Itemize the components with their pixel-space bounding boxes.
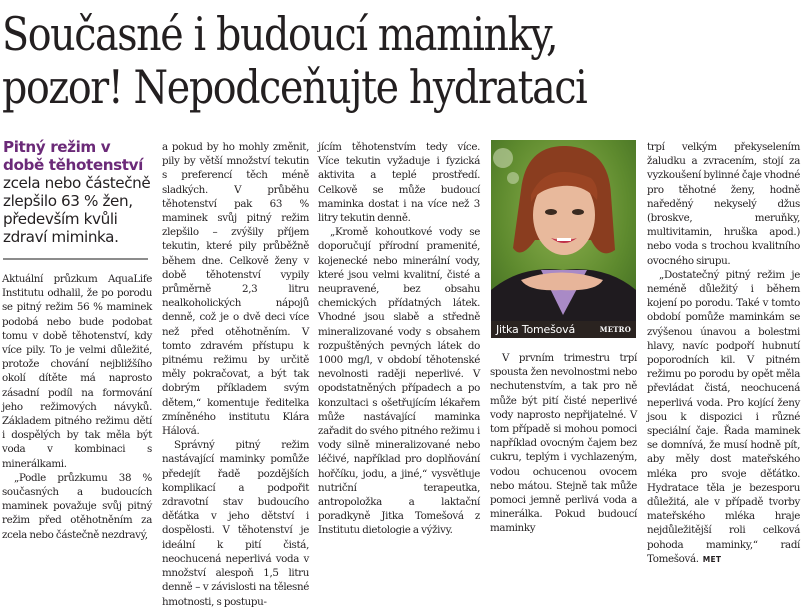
- paragraph: Správný pitný režim nastávající maminky pomůže předejít řadě pozdějších komplikací a podpořit zdravotní stav budoucího děťátka v jeho dětství i dospělosti. V těhotenství je ideální k pití čistá, neochucená neperlivá voda v množství alespoň 1,5 litru denně – v závislosti na tělesné hmotnosti, s postupu-: [162, 439, 309, 608]
- article-column-5: [647, 140, 800, 567]
- paragraph: jícím těhotenstvím tedy více. Více tekutin vyžaduje i fyzická aktivita a teplé prostředí. Celkově se může budoucí maminka dostat i na více než 3 litry tekutin denně.: [318, 141, 480, 225]
- photo-caption: [491, 321, 636, 338]
- paragraph-closing: [647, 268, 800, 567]
- headline: [2, 8, 690, 114]
- headline-line-1: Současné i budoucí maminky,: [2, 7, 558, 61]
- lead-accent: Pitný režim v době těhotenství: [3, 138, 143, 174]
- caption-source: METRO: [599, 325, 631, 334]
- lead-text: zcela nebo částečně zlepšilo 63 % žen, především kvůli zdraví miminka.: [3, 174, 151, 246]
- paragraph: trpí velkým překyselením žaludku a zvracením, stojí za vyzkoušení bylinné čaje vhodné pro těhotné ženy, hodně naředěný nekyselý džus (broskve, meruňky, multivitamin, hruška apod.) nebo voda s trochou kvalitního ovocného sirupu.: [647, 141, 800, 267]
- paragraph: „Kromě kohoutkové vody se doporučují přírodní pramenité, kojenecké nebo minerální vody, které jsou velmi kvalitní, čisté a neupravené, bez obsahu chemických přídatných látek. Vhodné jsou slabě a středně mineralizované vody s obsahem rozpuštěných pevných látek do 1000 mg/l, v období těhotenské nevolnosti raději neperlivé. V opodstatněných případech a po konzultaci s ošetřujícím lékařem může nastávající maminka zařadit do svého pitného režimu i vody silně mineralizované nebo léčivé, například pro doplňování hořčíku, jodu, a jiné,“ vysvětluje nutriční terapeutka, antropoložka a laktační poradkyně Jitka Tomešová z Institutu dietologie a výživy.: [318, 226, 480, 537]
- article-column-3: [318, 140, 480, 538]
- headline-line-2: pozor! Nepodceňujte hydrataci: [2, 60, 587, 114]
- portrait-photo: [491, 140, 636, 338]
- paragraph: „Dostatečný pitný režim je neméně důležitý i během kojení po porodu. Také v tomto období pomůže maminkám se zvýšenou únavou a bolestmi hlavy, navíc podpoří hubnutí poporodních kil. V pitném režimu po porodu by opět měla převládat čistá, neochucená neperlivá voda. Pro kojící ženy jsou k dispozici i různé speciální čaje. Řada maminek se domnívá, že musí hodně pít, aby měly dost mateřského mléka pro svoje děťátko. Hydratace těla je bezesporu důležitá, ale v případě tvorby mateřského mléka hraje nejdůležitější roli celková pohoda maminky,“ radí Tomešová.: [647, 268, 800, 565]
- paragraph: a pokud by ho mohly změnit, pily by větší množství tekutin s preferencí těch méně sladkých. V průběhu těhotenství pak 63 % maminek svůj pitný režim zlepšilo – zvýšily příjem tekutin, které pily průběžně během dne. Celkově ženy v době těhotenství vypily průměrně 2,3 litru nealkoholických nápojů denně, což je o dvě deci více než před otěhotněním. V tomto zdravém přístupu k pitnému režimu by určitě měly pokračovat, a být tak dobrým příkladem svým dětem,“ komentuje ředitelka zmíněného institutu Klára Hálová.: [162, 141, 309, 438]
- paragraph: Aktuální průzkum AquaLife Institutu odhalil, že po porodu se pitný režim 56 % maminek podobá nebo bude podobat tomu v době těhotenství, kdy více pily. To je velmi důležité, protože chování nejbližšího okolí dítěte má naprosto zásadní podíl na formování jeho režimových návyků. Základem pitného režimu dětí i dospělých by tak měla být voda v kombinaci s minerálkami.: [2, 273, 152, 470]
- article-column-1: [2, 272, 152, 542]
- portrait-illustration: [491, 140, 636, 338]
- caption-name: Jitka Tomešová: [496, 323, 576, 336]
- article-column-4: [490, 351, 637, 536]
- paragraph: „Podle průzkumu 38 % současných a budoucích maminek považuje svůj pitný režim před otěhotněním za zcela nebo částečně nezdravý,: [2, 471, 152, 541]
- author-tag: MET: [702, 554, 722, 564]
- lead-divider: [3, 258, 148, 260]
- lead-paragraph: [3, 138, 153, 246]
- paragraph: V prvním trimestru trpí spousta žen nevolnostmi nebo nechutenstvím, a tak pro ně může být pití čisté neperlivé vody naprosto nepřijatelné. V tom případě si mohou pomoci například ovocným čajem bez cukru, teplým i vychlazeným, vodou ochucenou ovocem nebo mátou. Stejně tak může pomoci jemně perlivá voda a minerálka. Pokud budoucí maminky: [490, 352, 637, 535]
- article-column-2: [162, 140, 309, 609]
